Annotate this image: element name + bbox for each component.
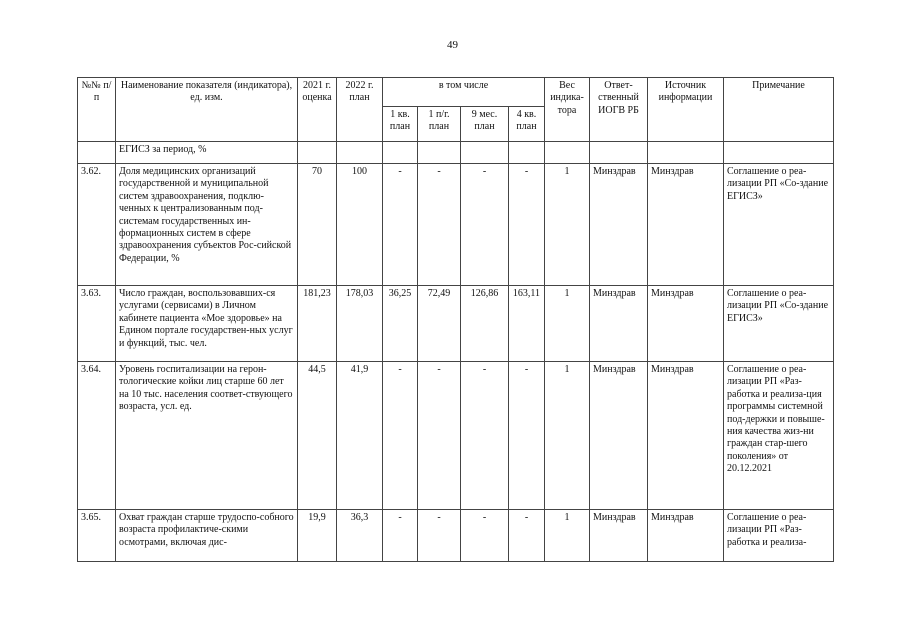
row-responsible: Минздрав (590, 510, 648, 562)
row-q1-value: - (383, 362, 418, 510)
row-2021-value: 181,23 (298, 286, 337, 362)
row-number: 3.64. (78, 362, 116, 510)
header-responsible: Ответ-ственный ИОГВ РБ (590, 78, 648, 142)
header-num: №№ п/п (78, 78, 116, 142)
header-q4: 4 кв. план (509, 107, 545, 142)
row-h1-value: - (418, 164, 461, 286)
row-note: Соглашение о реа-лизации РП «Со-здание ЕГИСЗ» (724, 286, 834, 362)
header-including: в том числе (383, 78, 545, 107)
row-responsible: Минздрав (590, 362, 648, 510)
row-source: Минздрав (648, 510, 724, 562)
row-note: Соглашение о реа-лизации РП «Со-здание ЕГИСЗ» (724, 164, 834, 286)
table-row (78, 362, 834, 510)
row-indicator-name: Уровень госпитализации на герон-тологические койки лиц старше 60 лет на 10 тыс. населения соответ-ствующего возраста, усл. ед. (116, 362, 298, 510)
row-responsible: Минздрав (590, 164, 648, 286)
row-indicator-name: Доля медицинских организаций государственной и муниципальной систем здравоохранения, подклю-ченных к централизованным под-системам государственных ин-формационных систем в сфере здравоохранения субъектов Рос-сийской Федерации, % (116, 164, 298, 286)
row-q1-value: 36,25 (383, 286, 418, 362)
row-2021-value: 19,9 (298, 510, 337, 562)
header-source: Источник информации (648, 78, 724, 142)
header-name: Наименование показателя (индикатора), ед. изм. (116, 78, 298, 142)
continuation-text: ЕГИСЗ за период, % (116, 142, 298, 164)
row-q1-value: - (383, 164, 418, 286)
row-h1-value: 72,49 (418, 286, 461, 362)
page-number: 49 (447, 39, 458, 51)
row-note: Соглашение о реа-лизации РП «Раз-работка и реализа-ция программы системной под-держки и повыше-ния качества жиз-ни граждан стар-шего поколения» от 20.12.2021 (724, 362, 834, 510)
header-2021: 2021 г. оценка (298, 78, 337, 142)
header-row (78, 78, 834, 107)
row-indicator-name: Охват граждан старше трудоспо-собного возраста профилактиче-скими осмотрами, включая дис- (116, 510, 298, 562)
row-9m-value: 126,86 (461, 286, 509, 362)
row-number: 3.62. (78, 164, 116, 286)
row-number: 3.65. (78, 510, 116, 562)
row-2022-value: 100 (337, 164, 383, 286)
row-q4-value: 163,11 (509, 286, 545, 362)
row-note: Соглашение о реа-лизации РП «Раз-работка и реализа- (724, 510, 834, 562)
table-row (78, 286, 834, 362)
header-q1: 1 кв. план (383, 107, 418, 142)
row-h1-value: - (418, 510, 461, 562)
row-source: Минздрав (648, 362, 724, 510)
header-note: Примечание (724, 78, 834, 142)
row-number: 3.63. (78, 286, 116, 362)
row-q4-value: - (509, 362, 545, 510)
indicator-table (77, 77, 834, 562)
header-2022: 2022 г. план (337, 78, 383, 142)
row-2022-value: 41,9 (337, 362, 383, 510)
row-weight: 1 (545, 510, 590, 562)
row-9m-value: - (461, 510, 509, 562)
row-q1-value: - (383, 510, 418, 562)
row-2021-value: 44,5 (298, 362, 337, 510)
row-2022-value: 36,3 (337, 510, 383, 562)
row-source: Минздрав (648, 164, 724, 286)
row-9m-value: - (461, 362, 509, 510)
row-9m-value: - (461, 164, 509, 286)
row-indicator-name: Число граждан, воспользовавших-ся услугами (сервисами) в Личном кабинете пациента «Мое здоровье» на Едином портале государствен-ных услуг и функций, тыс. чел. (116, 286, 298, 362)
row-source: Минздрав (648, 286, 724, 362)
row-2021-value: 70 (298, 164, 337, 286)
row-h1-value: - (418, 362, 461, 510)
row-weight: 1 (545, 164, 590, 286)
row-weight: 1 (545, 286, 590, 362)
table-row (78, 510, 834, 562)
row-2022-value: 178,03 (337, 286, 383, 362)
continuation-row (78, 142, 834, 164)
header-9m: 9 мес. план (461, 107, 509, 142)
row-weight: 1 (545, 362, 590, 510)
row-q4-value: - (509, 164, 545, 286)
table-row (78, 164, 834, 286)
row-responsible: Минздрав (590, 286, 648, 362)
row-q4-value: - (509, 510, 545, 562)
header-h1: 1 п/г. план (418, 107, 461, 142)
header-weight: Вес индика-тора (545, 78, 590, 142)
